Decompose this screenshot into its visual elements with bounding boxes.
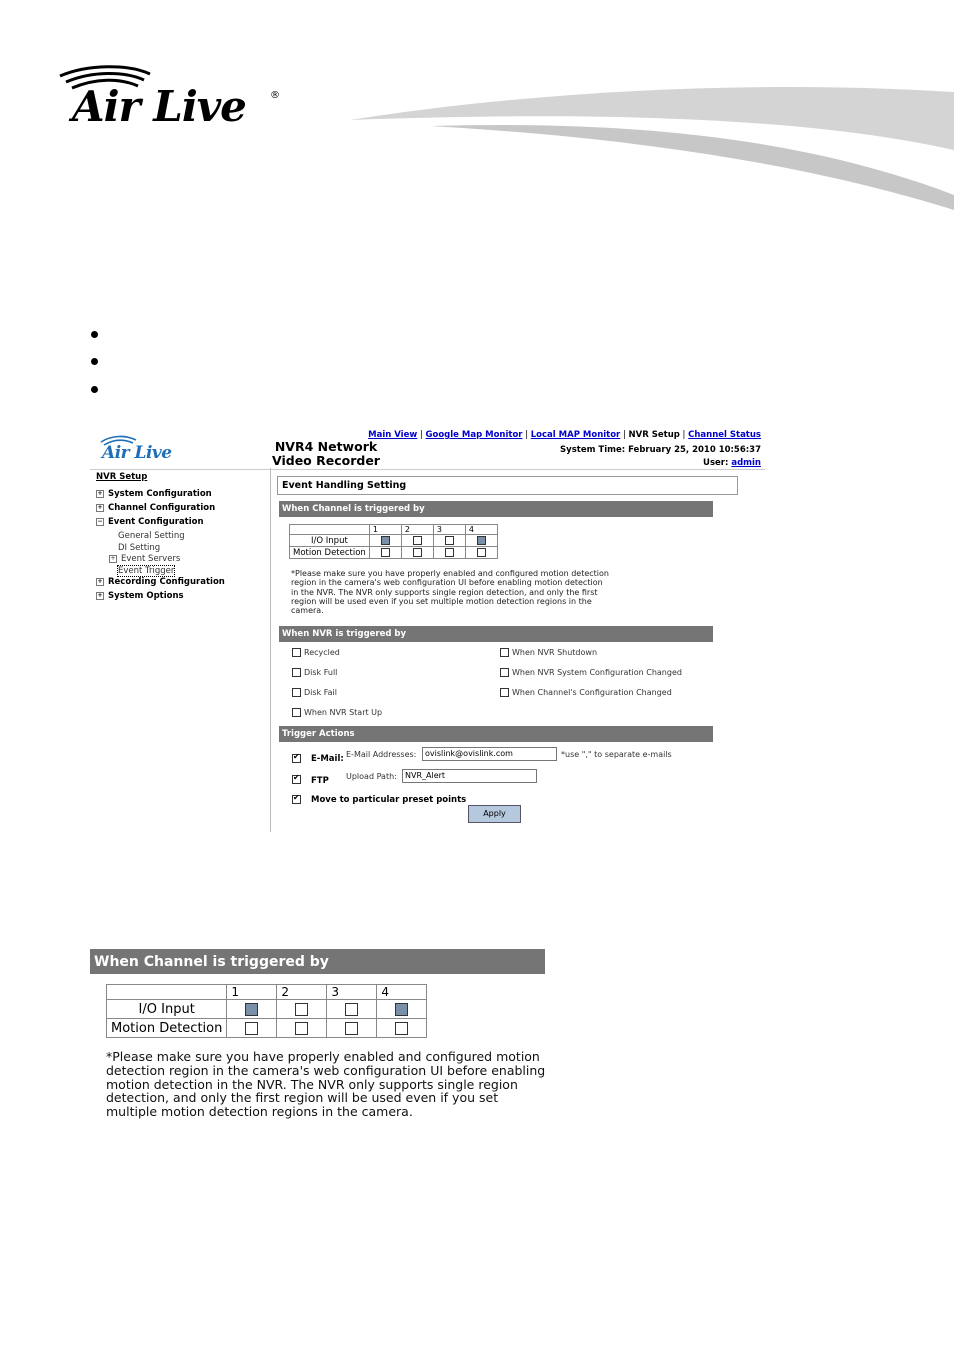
- sidebar-item-system-configuration[interactable]: [96, 489, 225, 503]
- user-info: [703, 458, 761, 468]
- motion-channel-3-checkbox[interactable]: [445, 548, 454, 557]
- option-label: When NVR Start Up: [304, 708, 383, 717]
- nvr-logo: [96, 434, 196, 464]
- user-label: User:: [703, 458, 729, 468]
- column-header: 3: [327, 985, 377, 1000]
- sidebar-title[interactable]: NVR Setup: [96, 472, 148, 482]
- sidebar-item-label: Channel Configuration: [108, 503, 216, 513]
- top-navigation: [368, 430, 761, 440]
- sidebar-item-event-servers[interactable]: [96, 554, 225, 566]
- upload-path-input[interactable]: NVR_Alert: [402, 769, 537, 783]
- nav-google-map-monitor[interactable]: Google Map Monitor: [425, 430, 523, 440]
- expand-icon[interactable]: +: [97, 592, 103, 599]
- table-header-row: [290, 525, 498, 535]
- table-header-row: [107, 985, 427, 1000]
- sidebar-item-channel-configuration[interactable]: [96, 503, 225, 517]
- sidebar-item-label: Event Configuration: [108, 517, 204, 527]
- nav-channel-status[interactable]: Channel Status: [688, 430, 761, 440]
- expand-icon[interactable]: +: [97, 490, 103, 497]
- sidebar-divider: [270, 468, 271, 832]
- channel-trigger-zoomed-screenshot: [90, 949, 545, 1129]
- io-input-channel-2-checkbox[interactable]: [295, 1003, 308, 1016]
- preset-points-label: [311, 795, 466, 805]
- sidebar: [96, 472, 225, 605]
- shutdown-checkbox[interactable]: [500, 648, 509, 657]
- row-label-io-input: I/O Input: [290, 535, 370, 547]
- nvr-logo-wordmark: Air Live: [102, 443, 172, 463]
- nav-separator: |: [622, 430, 626, 440]
- nav-separator: |: [419, 430, 423, 440]
- channel-trigger-section-header-large: When Channel is triggered by: [90, 949, 545, 974]
- system-time: System Time: February 25, 2010 10:56:37: [560, 445, 761, 455]
- nav-separator: |: [525, 430, 529, 440]
- email-label-text: E-Mail:: [311, 754, 344, 764]
- preset-points-label-text: Move to particular preset points: [311, 795, 467, 805]
- bullet-point-2: [91, 358, 98, 365]
- column-header: 3: [433, 525, 465, 535]
- column-header: 4: [377, 985, 427, 1000]
- start-up-option[interactable]: [292, 708, 382, 717]
- bullet-point-3: [91, 386, 98, 393]
- disk-full-checkbox[interactable]: [292, 668, 301, 677]
- airlive-logo: [58, 62, 288, 132]
- sidebar-item-label: Event Trigger: [118, 565, 175, 576]
- expand-icon[interactable]: +: [97, 578, 103, 585]
- page-heading: Event Handling Setting: [277, 476, 738, 495]
- io-input-channel-1-checkbox[interactable]: [381, 536, 390, 545]
- channel-config-changed-checkbox[interactable]: [500, 688, 509, 697]
- ftp-label-text: FTP: [311, 776, 329, 786]
- option-label: Disk Full: [304, 668, 338, 677]
- table-row: [290, 535, 498, 547]
- table-row: [290, 547, 498, 559]
- table-row: [107, 1000, 427, 1019]
- disk-fail-checkbox[interactable]: [292, 688, 301, 697]
- column-header: 1: [227, 985, 277, 1000]
- product-title: [266, 440, 386, 468]
- motion-channel-4-checkbox[interactable]: [395, 1022, 408, 1035]
- email-addresses-label: E-Mail Addresses:: [346, 750, 417, 759]
- row-label-io-input: I/O Input: [107, 1000, 227, 1019]
- io-input-channel-3-checkbox[interactable]: [445, 536, 454, 545]
- email-checkbox[interactable]: [292, 754, 301, 763]
- apply-button[interactable]: Apply: [468, 805, 521, 823]
- preset-points-checkbox[interactable]: [292, 795, 301, 804]
- nav-local-map-monitor[interactable]: Local MAP Monitor: [530, 430, 621, 440]
- system-config-changed-checkbox[interactable]: [500, 668, 509, 677]
- io-input-channel-1-checkbox[interactable]: [245, 1003, 258, 1016]
- option-label: Disk Fail: [304, 688, 337, 697]
- channel-trigger-section-header: When Channel is triggered by: [279, 501, 713, 517]
- motion-channel-1-checkbox[interactable]: [245, 1022, 258, 1035]
- disk-full-option[interactable]: [292, 668, 337, 677]
- event-handling-screenshot: [90, 424, 765, 832]
- email-hint: *use "," to separate e-mails: [561, 750, 672, 759]
- motion-detection-note-large: *Please make sure you have properly enabled and configured motion detection region in the camera's web configuration UI before enabling motion detection in the NVR. The NVR only supports single region detection, and only the first region will be used even if you set multiple motion detection regions in the camera.: [106, 1049, 545, 1120]
- sidebar-item-event-configuration[interactable]: [96, 517, 225, 531]
- recycled-option[interactable]: [292, 648, 340, 657]
- option-label: When NVR System Configuration Changed: [512, 668, 682, 677]
- recycled-checkbox[interactable]: [292, 648, 301, 657]
- system-config-changed-option[interactable]: [500, 668, 682, 677]
- option-label: When NVR Shutdown: [512, 648, 598, 657]
- option-label: Recycled: [304, 648, 340, 657]
- column-header: 1: [369, 525, 401, 535]
- io-input-channel-4-checkbox[interactable]: [477, 536, 486, 545]
- sidebar-item-general-setting[interactable]: General Setting: [118, 531, 185, 541]
- row-label-motion-detection: Motion Detection: [290, 547, 370, 559]
- row-label-motion-detection: Motion Detection: [107, 1019, 227, 1038]
- column-header: 2: [277, 985, 327, 1000]
- motion-detection-note: *Please make sure you have properly enabled and configured motion detection region in the camera's web configuration UI before enabling motion detection in the NVR. The NVR only supports single region detection, and only the first region will be used even if you set multiple motion detection regions in the camera.: [291, 569, 609, 616]
- channel-config-changed-option[interactable]: [500, 688, 672, 697]
- sidebar-item-di-setting[interactable]: DI Setting: [118, 542, 161, 553]
- user-name-link[interactable]: admin: [731, 458, 761, 468]
- nav-main-view[interactable]: Main View: [368, 430, 418, 440]
- registered-mark: ®: [270, 90, 280, 101]
- sidebar-item-recording-configuration[interactable]: [96, 577, 225, 591]
- io-input-channel-4-checkbox[interactable]: [395, 1003, 408, 1016]
- sidebar-item-event-trigger[interactable]: [96, 566, 225, 578]
- sidebar-item-label: Recording Configuration: [108, 577, 225, 587]
- product-title-line2: Video Recorder: [272, 453, 380, 468]
- upload-path-label: Upload Path:: [346, 772, 397, 781]
- sidebar-item-system-options[interactable]: [96, 591, 225, 605]
- column-header: 2: [401, 525, 433, 535]
- expand-icon[interactable]: +: [110, 555, 116, 562]
- nvr-trigger-section-header: When NVR is triggered by: [279, 626, 713, 642]
- collapse-icon[interactable]: −: [97, 518, 103, 525]
- table-corner-cell: [290, 525, 370, 535]
- sidebar-item-label: System Options: [108, 591, 184, 601]
- motion-channel-2-checkbox[interactable]: [413, 548, 422, 557]
- bullet-point-1: [91, 331, 98, 338]
- trigger-actions-section-header: Trigger Actions: [279, 726, 713, 742]
- motion-channel-4-checkbox[interactable]: [477, 548, 486, 557]
- table-row: [107, 1019, 427, 1038]
- io-input-channel-3-checkbox[interactable]: [345, 1003, 358, 1016]
- email-label: [311, 754, 344, 764]
- nav-separator: |: [682, 430, 686, 440]
- logo-wordmark: Air Live: [72, 82, 246, 131]
- sidebar-item-label: Event Servers: [121, 554, 181, 564]
- sidebar-item-label: System Configuration: [108, 489, 212, 499]
- disk-fail-option[interactable]: [292, 688, 337, 697]
- io-input-channel-2-checkbox[interactable]: [413, 536, 422, 545]
- expand-icon[interactable]: +: [97, 504, 103, 511]
- header-divider: [90, 469, 765, 470]
- shutdown-option[interactable]: [500, 648, 597, 657]
- channel-trigger-table: [289, 524, 498, 559]
- product-title-line1: NVR4 Network: [274, 439, 378, 454]
- header-swoosh-graphic: [340, 80, 954, 210]
- start-up-checkbox[interactable]: [292, 708, 301, 717]
- nav-nvr-setup[interactable]: NVR Setup: [628, 430, 680, 440]
- motion-channel-3-checkbox[interactable]: [345, 1022, 358, 1035]
- email-addresses-input[interactable]: ovislink@ovislink.com: [422, 747, 557, 761]
- ftp-label: [311, 776, 329, 786]
- motion-channel-2-checkbox[interactable]: [295, 1022, 308, 1035]
- table-corner-cell: [107, 985, 227, 1000]
- option-label: When Channel's Configuration Changed: [512, 688, 672, 697]
- column-header: 4: [465, 525, 497, 535]
- motion-channel-1-checkbox[interactable]: [381, 548, 390, 557]
- channel-trigger-table-large: [106, 984, 427, 1038]
- ftp-checkbox[interactable]: [292, 775, 301, 784]
